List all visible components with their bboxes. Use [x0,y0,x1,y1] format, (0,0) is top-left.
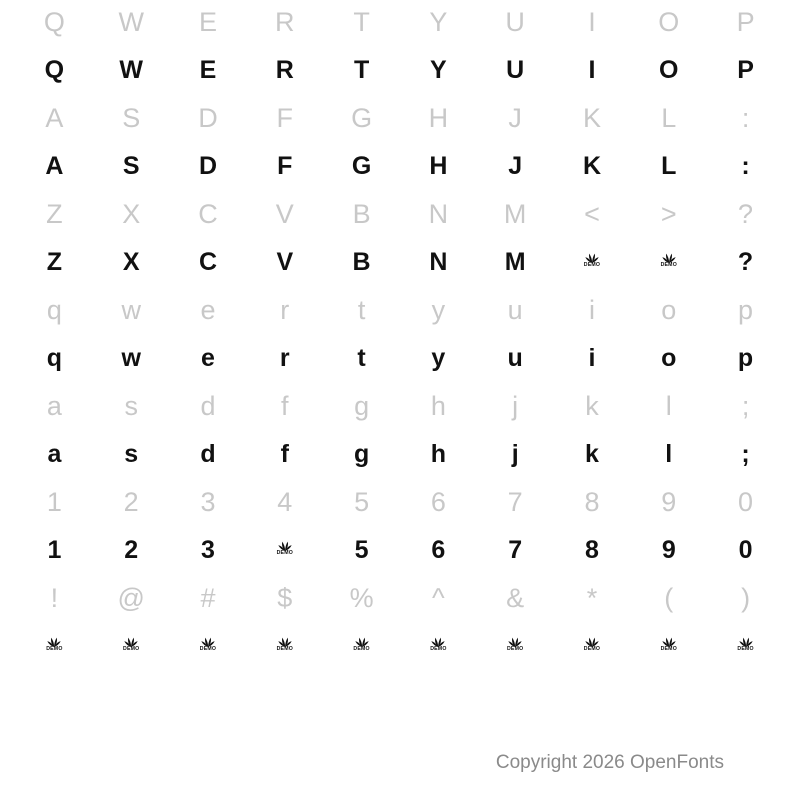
glyph-cell: Y [430,55,447,84]
demo-placeholder-icon: DEMO [43,635,65,657]
footer [0,752,800,774]
key-label-cell: < [584,198,600,229]
glyph-cell: u [507,343,523,372]
specimen-row-pair [16,480,784,576]
glyph-cell: s [124,439,139,468]
key-label-cell: ! [50,582,59,613]
key-label-cell: k [585,390,599,421]
key-label-cell: U [505,6,525,37]
key-label-cell: > [660,198,677,229]
glyph-cell: Z [46,247,63,276]
glyph-cell: l [665,439,673,468]
demo-placeholder-icon: DEMO [274,539,296,561]
glyph-cell: X [122,247,140,276]
glyph-row [16,524,784,576]
key-label-row [16,192,784,236]
key-label-cell: L [661,102,677,133]
key-label-cell: S [122,102,141,133]
glyph-cell [93,620,170,672]
specimen-row-pair [16,288,784,384]
glyph-cell: i [588,343,596,372]
key-label-cell: 6 [430,486,446,517]
glyph-cell: D [198,151,218,180]
glyph-cell [246,524,323,576]
glyph-row [16,620,784,672]
key-label-cell: : [741,102,750,133]
glyph-cell: t [357,343,366,372]
glyph-cell: w [121,343,141,372]
key-label-cell: i [588,294,595,325]
glyph-cell: 6 [431,535,446,564]
key-label-cell: q [46,294,62,325]
glyph-cell: Q [44,55,65,84]
glyph-cell [630,236,707,288]
copyright-text: Copyright 2026 OpenFonts [495,752,724,773]
key-label-cell: P [736,6,755,37]
key-label-cell: M [503,198,527,229]
glyph-cell: 8 [585,535,599,564]
demo-placeholder-icon: DEMO [351,635,373,657]
specimen-row-pair [16,0,784,96]
key-label-cell: 2 [123,486,139,517]
glyph-cell: a [47,439,62,468]
key-label-cell: X [122,198,141,229]
glyph-cell [707,620,784,672]
demo-placeholder-icon: DEMO [504,635,526,657]
key-label-cell: g [354,390,370,421]
glyph-cell: g [353,439,370,468]
key-label-cell: B [352,198,371,229]
demo-placeholder-icon: DEMO [274,635,296,657]
glyph-cell: I [588,55,596,84]
key-label-cell: 9 [661,486,677,517]
glyph-cell: M [504,247,526,276]
key-label-cell: R [275,6,295,37]
glyph-cell [477,620,554,672]
glyph-cell [554,620,631,672]
specimen-row-pair [16,192,784,288]
glyph-cell: P [737,55,754,84]
glyph-row [16,140,784,192]
glyph-cell: r [279,343,290,372]
key-label-cell: & [506,582,525,613]
glyph-cell: p [737,343,754,372]
glyph-cell: B [352,247,371,276]
key-label-cell: o [661,294,677,325]
glyph-cell: 5 [354,535,369,564]
key-label-cell: D [198,102,218,133]
glyph-cell: 3 [201,535,215,564]
key-label-row [16,0,784,44]
glyph-cell [246,620,323,672]
key-label-cell: @ [117,582,145,613]
glyph-cell: W [119,55,143,84]
key-label-cell: 7 [507,486,523,517]
glyph-cell: 9 [661,535,676,564]
demo-placeholder-icon: DEMO [735,635,757,657]
key-label-cell: J [508,102,522,133]
demo-placeholder-icon: DEMO [581,251,603,273]
key-label-cell: V [275,198,294,229]
key-label-row [16,480,784,524]
glyph-cell: H [429,151,448,180]
key-label-cell: t [357,294,366,325]
key-label-cell: ; [741,390,750,421]
key-label-cell: G [351,102,373,133]
key-label-row [16,96,784,140]
key-label-cell: # [200,582,216,613]
key-label-cell: l [665,390,672,421]
key-label-cell: H [428,102,449,133]
key-label-cell: E [198,6,217,37]
key-label-cell: s [124,390,138,421]
key-label-cell: $ [277,582,293,613]
glyph-cell: L [661,151,677,180]
glyph-cell [170,620,247,672]
key-label-cell: A [45,102,64,133]
key-label-cell: a [46,390,62,421]
key-label-cell: Y [429,6,448,37]
key-label-cell: 5 [354,486,370,517]
demo-placeholder-icon: DEMO [658,635,680,657]
key-label-cell: Z [46,198,63,229]
glyph-cell: : [741,151,750,180]
key-label-cell: y [431,294,446,325]
key-label-row [16,288,784,332]
glyph-cell [554,236,631,288]
glyph-cell: 1 [47,535,62,564]
key-label-cell: ^ [432,582,445,613]
glyph-cell: e [201,343,215,372]
glyph-cell: h [430,439,447,468]
key-label-cell: h [430,390,446,421]
key-label-cell: O [658,6,680,37]
demo-placeholder-icon: DEMO [581,635,603,657]
glyph-cell: G [351,151,372,180]
glyph-cell: O [659,55,679,84]
glyph-cell: 2 [124,535,139,564]
key-label-cell: r [280,294,290,325]
key-label-cell: Q [43,6,65,37]
key-label-cell: 1 [46,486,62,517]
key-label-cell: F [276,102,294,133]
glyph-cell: d [200,439,216,468]
glyph-cell: J [508,151,523,180]
glyph-cell: j [511,439,519,468]
glyph-cell [400,620,477,672]
demo-placeholder-icon: DEMO [427,635,449,657]
demo-placeholder-icon: DEMO [658,251,680,273]
glyph-cell: S [122,151,140,180]
glyph-cell: F [277,151,293,180]
specimen-row-pair [16,384,784,480]
demo-placeholder-icon: DEMO [120,635,142,657]
glyph-row [16,236,784,288]
glyph-row [16,428,784,480]
key-label-cell: u [507,294,523,325]
key-label-cell: j [512,390,519,421]
glyph-cell: y [431,343,446,372]
key-label-cell: 3 [200,486,216,517]
glyph-cell: 7 [508,535,523,564]
glyph-cell: ; [741,439,750,468]
key-label-row [16,576,784,620]
glyph-row [16,44,784,96]
key-label-cell: ) [741,582,751,613]
key-label-cell: 0 [738,486,754,517]
glyph-cell: k [585,439,599,468]
key-label-cell: % [349,582,374,613]
glyph-cell [16,620,93,672]
glyph-cell: ? [737,247,754,276]
key-label-cell: K [582,102,601,133]
glyph-cell: V [276,247,294,276]
key-label-cell: d [200,390,216,421]
glyph-row [16,332,784,384]
glyph-cell: E [199,55,217,84]
glyph-cell: o [661,343,677,372]
glyph-cell: U [506,55,525,84]
key-label-cell: 8 [584,486,600,517]
key-label-cell: f [281,390,289,421]
glyph-cell: A [45,151,64,180]
glyph-cell: C [198,247,218,276]
glyph-cell: f [280,439,289,468]
glyph-cell: N [429,247,448,276]
key-label-cell: C [198,198,218,229]
key-label-cell: T [353,6,370,37]
key-label-row [16,384,784,428]
key-label-cell: p [738,294,754,325]
glyph-cell: 0 [738,535,753,564]
demo-placeholder-icon: DEMO [197,635,219,657]
glyph-cell [323,620,400,672]
key-label-cell: w [121,294,141,325]
key-label-cell: ( [664,582,674,613]
key-label-cell: I [588,6,596,37]
glyph-cell: T [353,55,370,84]
glyph-cell: q [46,343,63,372]
key-label-cell: N [428,198,449,229]
glyph-cell: R [275,55,294,84]
key-label-cell: * [586,582,598,613]
key-label-cell: W [118,6,144,37]
specimen-row-pair [16,96,784,192]
specimen-row-pair [16,576,784,672]
glyph-cell: K [582,151,601,180]
key-label-cell: ? [738,198,754,229]
glyph-cell [630,620,707,672]
key-label-cell: e [200,294,216,325]
key-label-cell: 4 [277,486,293,517]
